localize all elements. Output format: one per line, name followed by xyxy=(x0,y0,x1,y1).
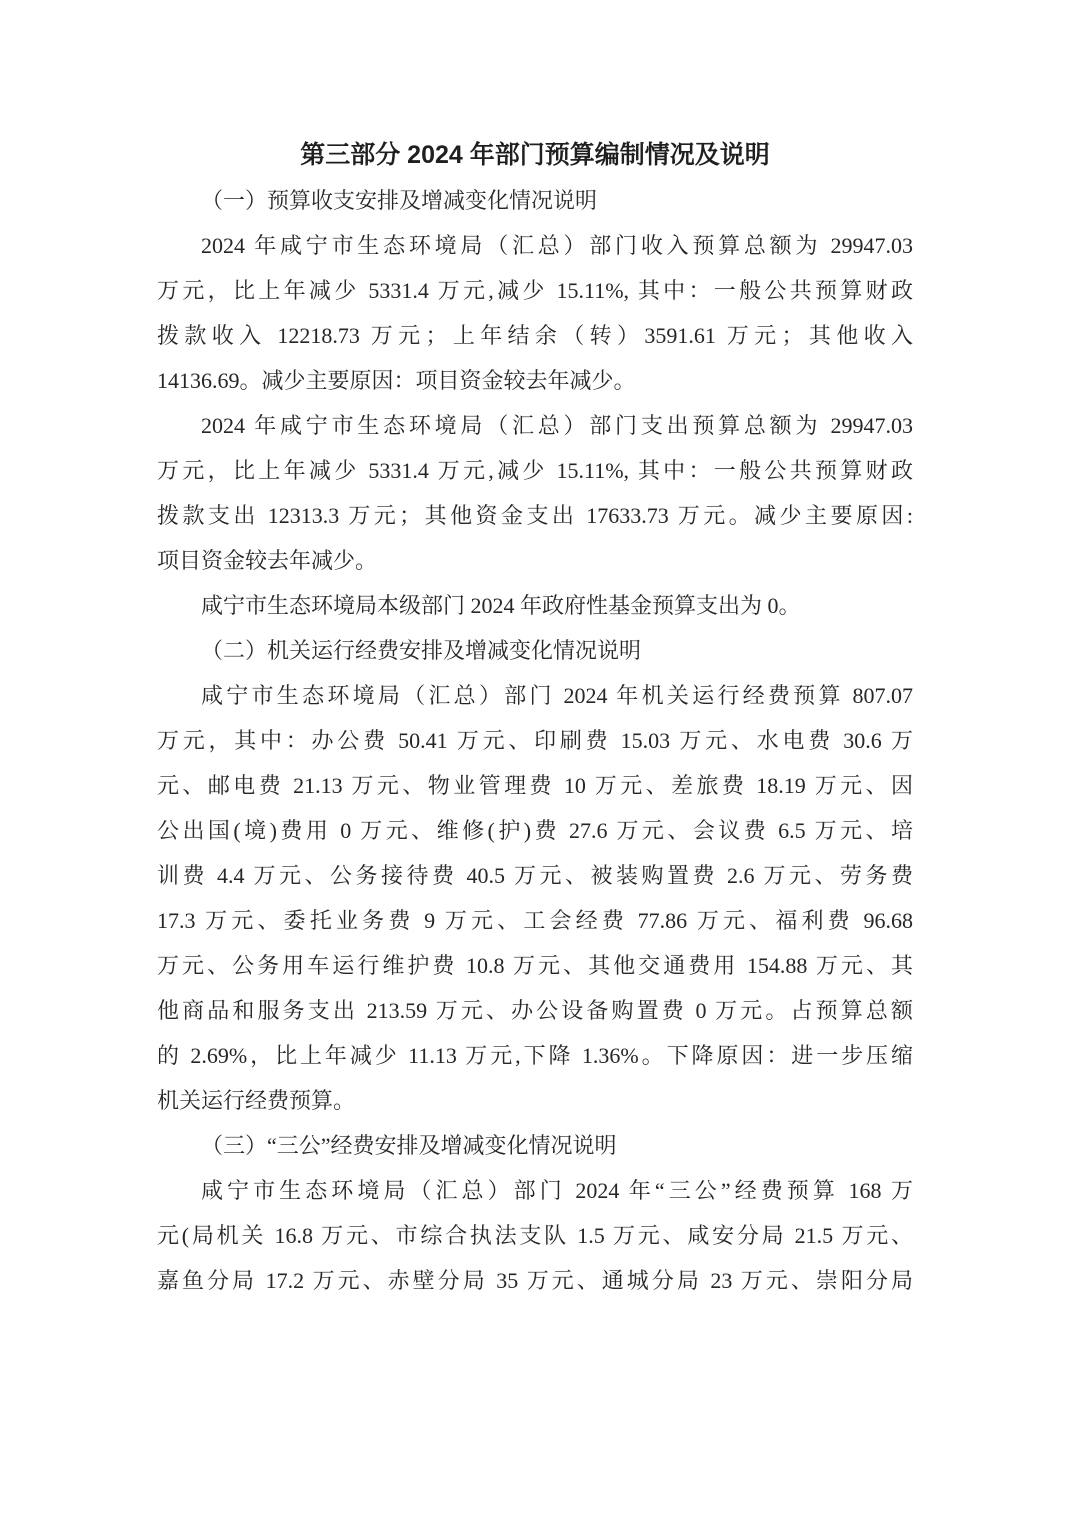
paragraph-line: 咸宁市生态环境局（汇总）部门 2024 年“三公”经费预算 168 万 xyxy=(201,1178,913,1203)
paragraph-line: 万元，其中：办公费 50.41 万元、印刷费 15.03 万元、水电费 30.6 万 xyxy=(157,728,913,753)
paragraph-line: 机关运行经费预算。 xyxy=(157,1088,356,1113)
paragraph-line: 咸宁市生态环境局（汇总）部门 2024 年机关运行经费预算 807.07 xyxy=(201,683,913,708)
paragraph-line: 训费 4.4 万元、公务接待费 40.5 万元、被装购置费 2.6 万元、劳务费 xyxy=(157,863,913,888)
paragraph xyxy=(157,583,913,628)
paragraph-line: 2024 年咸宁市生态环境局（汇总）部门支出预算总额为 29947.03 xyxy=(201,413,913,438)
paragraph-line: 项目资金较去年减少。 xyxy=(157,548,378,573)
section-heading-3: （三）“三公”经费安排及增减变化情况说明 xyxy=(201,1133,617,1158)
paragraph-line: 万元、公务用车运行维护费 10.8 万元、其他交通费用 154.88 万元、其 xyxy=(157,953,913,978)
paragraph-line: 咸宁市生态环境局本级部门 2024 年政府性基金预算支出为 0。 xyxy=(201,593,801,618)
paragraph-line: 17.3 万元、委托业务费 9 万元、工会经费 77.86 万元、福利费 96.68 xyxy=(157,908,913,933)
paragraph-line: 2024 年咸宁市生态环境局（汇总）部门收入预算总额为 29947.03 xyxy=(201,233,913,258)
paragraph xyxy=(157,673,913,1123)
paragraph-line: 元(局机关 16.8 万元、市综合执法支队 1.5 万元、咸安分局 21.5 万元、 xyxy=(157,1223,913,1248)
paragraph-line: 元、邮电费 21.13 万元、物业管理费 10 万元、差旅费 18.19 万元、因 xyxy=(157,773,913,798)
paragraph-line: 万元，比上年减少 5331.4 万元,减少 15.11%, 其中：一般公共预算财政 xyxy=(157,458,913,483)
section-heading-1: （一）预算收支安排及增减变化情况说明 xyxy=(201,188,598,213)
section-heading-2: （二）机关运行经费安排及增减变化情况说明 xyxy=(201,638,642,663)
paragraph-line: 万元，比上年减少 5331.4 万元,减少 15.11%, 其中：一般公共预算财政 xyxy=(157,278,913,303)
paragraph xyxy=(157,1168,913,1303)
paragraph-line: 公出国(境)费用 0 万元、维修(护)费 27.6 万元、会议费 6.5 万元、培 xyxy=(157,818,913,843)
paragraph xyxy=(157,403,913,583)
paragraph-line: 的 2.69%，比上年减少 11.13 万元,下降 1.36%。下降原因：进一步压缩 xyxy=(157,1043,913,1068)
paragraph-line: 他商品和服务支出 213.59 万元、办公设备购置费 0 万元。占预算总额 xyxy=(157,998,913,1023)
paragraph-line: 14136.69。减少主要原因：项目资金较去年减少。 xyxy=(157,368,636,393)
paragraph-line: 拨款收入 12218.73 万元；上年结余（转）3591.61 万元；其他收入 xyxy=(157,323,913,348)
paragraph-line: 嘉鱼分局 17.2 万元、赤壁分局 35 万元、通城分局 23 万元、崇阳分局 xyxy=(157,1268,913,1293)
document-title: 第三部分 2024 年部门预算编制情况及说明 xyxy=(300,141,770,169)
document-content xyxy=(157,133,913,1303)
paragraph-line: 拨款支出 12313.3 万元；其他资金支出 17633.73 万元。减少主要原因: xyxy=(157,503,913,528)
paragraph xyxy=(157,223,913,403)
